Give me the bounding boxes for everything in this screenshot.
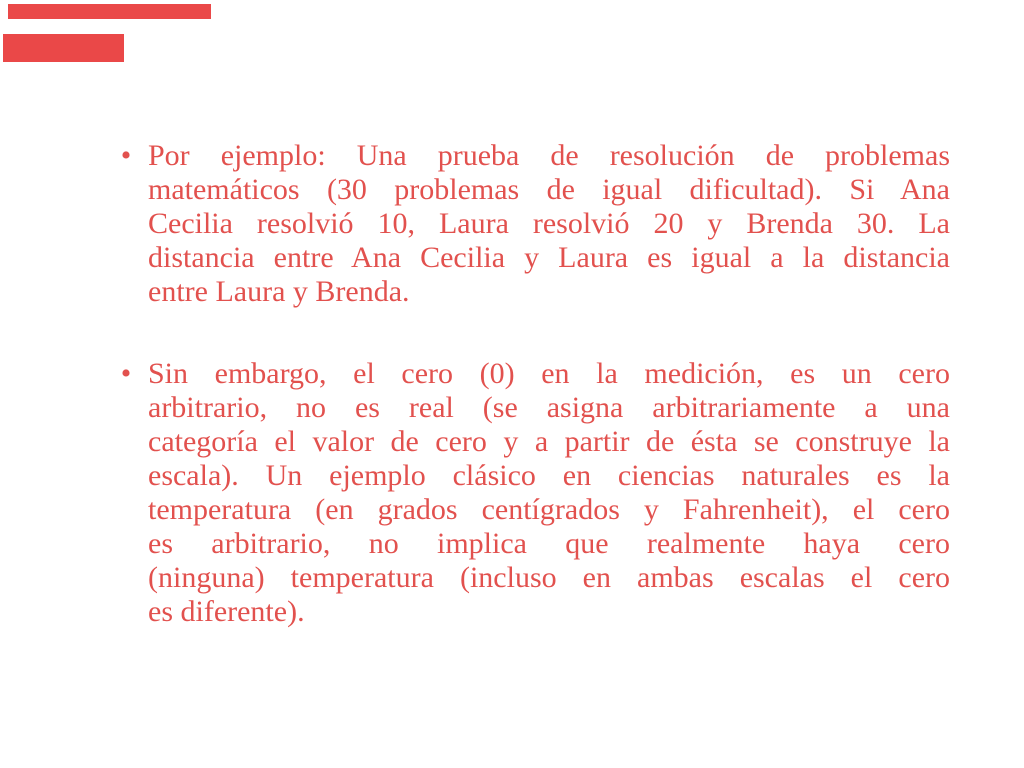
text-line: distancia entre Ana Cecilia y Laura es igual a la distancia xyxy=(148,241,950,274)
decor-bar-left xyxy=(3,34,124,62)
bullet-item xyxy=(120,139,950,309)
text-line: escala). Un ejemplo clásico en ciencias naturales es la xyxy=(148,459,950,492)
text-line: Cecilia resolvió 10, Laura resolvió 20 y Brenda 30. La xyxy=(148,207,950,240)
bullet-item xyxy=(120,357,950,629)
paragraph xyxy=(148,357,950,629)
bullet-icon: • xyxy=(120,357,132,390)
text-line: Sin embargo, el cero (0) en la medición, es un cero xyxy=(148,357,950,390)
text-line: (ninguna) temperatura (incluso en ambas escalas el cero xyxy=(148,561,950,594)
bullet-icon: • xyxy=(120,139,132,172)
text-line: es arbitrario, no implica que realmente haya cero xyxy=(148,527,950,560)
text-line: matemáticos (30 problemas de igual dificultad). Si Ana xyxy=(148,173,950,206)
text-line: Por ejemplo: Una prueba de resolución de problemas xyxy=(148,139,950,172)
slide-body-text xyxy=(120,139,950,629)
text-line: arbitrario, no es real (se asigna arbitrariamente a una xyxy=(148,391,950,424)
text-line: es diferente). xyxy=(148,595,305,628)
paragraph xyxy=(148,139,950,309)
text-line: categoría el valor de cero y a partir de ésta se construye la xyxy=(148,425,950,458)
text-line: entre Laura y Brenda. xyxy=(148,275,410,308)
decor-bar-top xyxy=(8,4,211,19)
text-line: temperatura (en grados centígrados y Fahrenheit), el cero xyxy=(148,493,950,526)
